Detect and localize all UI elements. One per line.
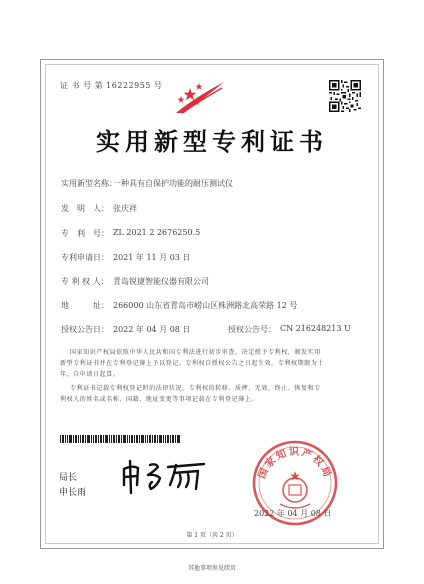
field-value: ZL 2021 2 2676250.5 [113,228,201,237]
field-label: 授权公告日： [61,325,109,334]
field-address [61,300,297,311]
field-label: 地 址： [61,301,109,310]
field-label: 实用新型名称： [61,179,117,188]
signer-role: 局长 [59,473,78,483]
certificate-number: 证 书 号 第 16222955 号 [60,81,163,90]
field-inventor [61,203,137,214]
field-value: CN 216248213 U [280,324,351,333]
body-paragraph-1-line-1: 国家知识产权局依照中华人民共和国专利法进行初步审查，决定授予专利权，颁发实用 [70,349,321,356]
field-value: 266000 山东省青岛市崂山区株洲路北高荣路 12 号 [113,301,298,310]
body-paragraph-1-line-2: 新型专利证书并在专利登记簿上予以登记。专利权自授权公告之日起生效。专利权期限为十 [60,360,325,367]
body-paragraph-2-line-2: 利权人的姓名或名称、国籍、地址变更等事项记载在专利登记簿上。 [60,396,259,403]
signer-name: 申长雨 [59,488,87,498]
field-grant-date [61,324,190,335]
field-label: 授权公告号： [228,325,276,334]
field-value: 2022 年 04 月 08 日 [113,325,191,334]
body-paragraph-1-line-3: 年，自申请日起算。 [60,371,120,378]
qr-code-icon [329,80,361,112]
field-value: 2021 年 11 月 03 日 [113,253,191,262]
certificate-title: 实用新型专利证书 [96,127,328,156]
field-utility-model-name [61,178,233,189]
seal-text: 国家知识产权局 [256,447,334,481]
page-number: 第 1 页（共 2 页） [186,532,238,539]
field-label: 专 利 权 人： [61,277,109,286]
field-value: 青岛锐捷智能仪器有限公司 [113,277,209,286]
body-paragraph-2-line-1: 专利证书记载专利权登记时的法律状况。专利权的转移、质押、无效、终止、恢复和专 [70,385,321,392]
field-patentee [61,276,209,287]
handwritten-signature-icon [118,455,210,495]
stars-emblem-icon [172,80,226,114]
field-label: 专利申请日： [61,253,109,262]
field-value: 张庆祥 [113,204,137,213]
barcode-icon [60,435,180,443]
field-label: 发 明 人： [61,204,109,213]
field-announcement-number [228,324,351,335]
seal-date: 2022 年 04 月 08 日 [254,509,332,518]
footer-note: 其他事项参见续页 [187,565,236,572]
field-value: 一种具有自保护功能的耐压测试仪 [113,179,233,188]
field-filing-date [61,252,190,263]
field-patent-number [61,228,200,239]
field-label: 专 利 号： [61,229,109,238]
